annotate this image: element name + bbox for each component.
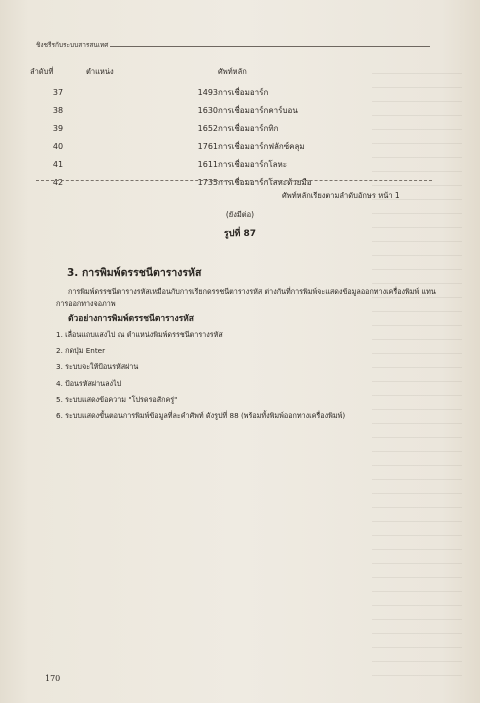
table-row: [30, 84, 430, 102]
page-number: 170: [45, 674, 61, 683]
body-paragraph: การพิมพ์ดรรชนีตารางรหัสเหมือนกับการเรียกดรรชนีตารางรหัส ต่างกันที่การพิมพ์จะแสดงข้อมูลออกทางเครื่องพิมพ์ แทนการออกทางจอภาพ: [56, 287, 436, 308]
cell-position: 1761: [197, 142, 218, 151]
cell-position: 1611: [197, 160, 218, 169]
cell-order: 41: [52, 160, 64, 169]
list-item: 2. กดปุ่ม Enter: [56, 346, 106, 356]
running-head-rule: [110, 46, 430, 47]
table-row: [30, 102, 430, 120]
running-head: ชิงชรีรกับระบบสารสนเทศ: [36, 41, 109, 49]
list-item: 1. เลื่อนแถบแสงไป ณ ตำแหน่งพิมพ์ดรรชนีตารางรหัส: [56, 330, 223, 339]
table-row: [30, 156, 430, 174]
table-divider: [36, 180, 432, 181]
cell-term: การเชื่อมอาร์กทิก: [218, 124, 279, 133]
cell-order: 40: [52, 142, 64, 151]
cell-position: 1493: [197, 88, 218, 97]
cell-term: การเชื่อมอาร์กคาร์บอน: [218, 106, 298, 115]
cell-order: 38: [52, 106, 64, 115]
term-table: [30, 66, 430, 192]
column-header-order: ลำดับที่: [30, 67, 54, 76]
cell-position: 1652: [197, 124, 218, 133]
figure-caption: รูปที่ 87: [223, 229, 257, 239]
cell-term: การเชื่อมอาร์กฟลักซ์คลุม: [218, 142, 305, 151]
table-header-row: [30, 66, 430, 84]
list-item: 4. ป้อนรหัสผ่านลงไป: [56, 378, 122, 388]
table-row: [30, 138, 430, 156]
column-header-term: ศัพท์หลัก: [218, 67, 247, 76]
cell-order: 37: [52, 88, 64, 97]
continued-note: (ยังมีต่อ): [225, 210, 255, 219]
table-row: [30, 120, 430, 138]
cell-position: 1735: [197, 178, 218, 187]
index-label: ศัพท์หลักเรียงตามลำดับอักษร หน้า 1: [282, 191, 400, 200]
cell-order: 39: [52, 124, 64, 133]
steps-list: [56, 328, 345, 425]
cell-term: การเชื่อมอาร์กโลหะ: [218, 160, 288, 169]
cell-term: การเชื่อมอาร์กโลหะด้วยมือ: [218, 178, 312, 187]
subsection-title: ตัวอย่างการพิมพ์ดรรชนีตารางรหัส: [68, 314, 194, 324]
list-item: 5. ระบบแสดงข้อความ "โปรดรอสักครู่": [56, 394, 178, 404]
cell-order: 42: [52, 178, 64, 187]
list-item: 6. ระบบแสดงขั้นตอนการพิมพ์ข้อมูลที่ละคำศัพท์ ดังรูปที่ 88 (พร้อมทั้งพิมพ์ออกทางเครื่องพิมพ์): [56, 410, 346, 420]
section-title: 3. การพิมพ์ดรรชนีตารางรหัส: [67, 267, 202, 279]
column-header-position: ตำแหน่ง: [86, 67, 114, 76]
cell-position: 1630: [197, 106, 218, 115]
list-item: 3. ระบบจะให้ป้อนรหัสผ่าน: [56, 362, 139, 372]
cell-term: การเชื่อมอาร์ก: [218, 88, 269, 97]
